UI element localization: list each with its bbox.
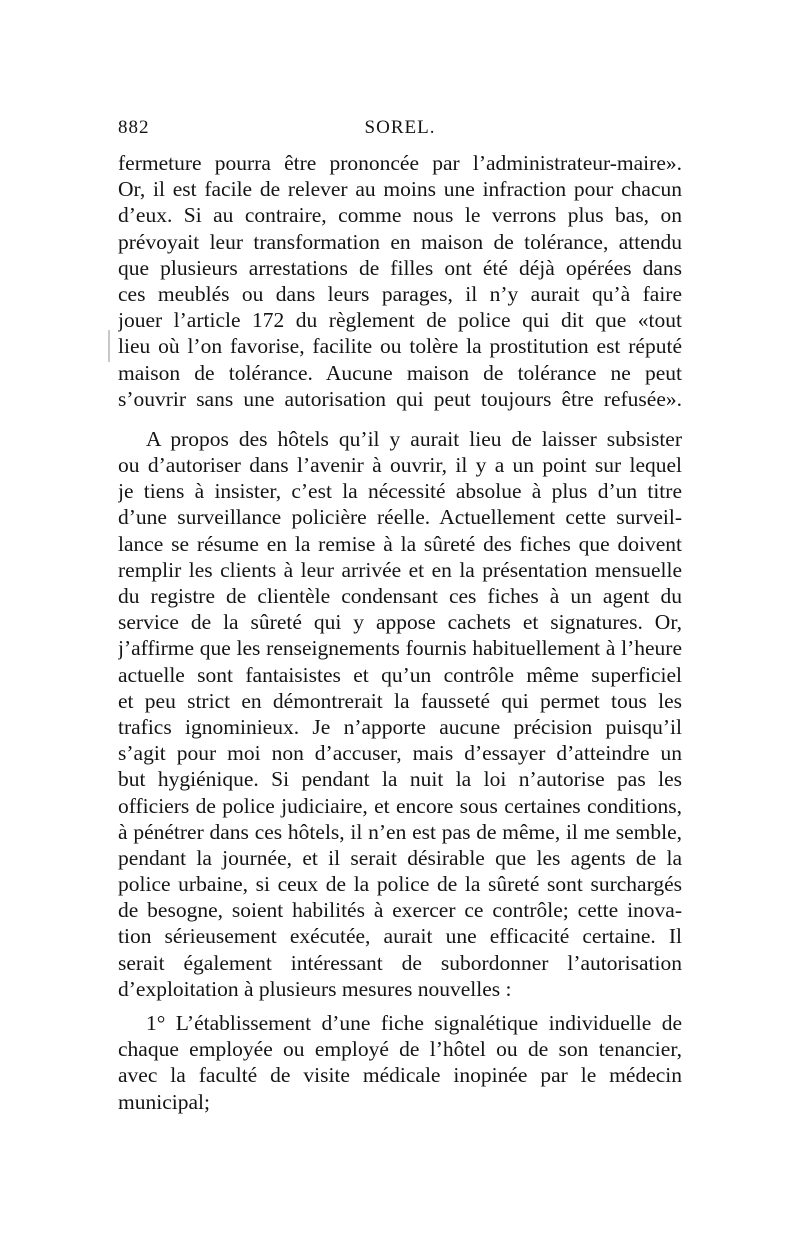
- page-number: 882: [118, 117, 150, 138]
- margin-mark: [108, 330, 110, 362]
- text-line: fermeture pourra être prononcée par l’administrateur-maire​».: [118, 151, 682, 175]
- text-line: à pénétrer dans ces hôtels, il n’en est pas de même, il me semble,: [118, 819, 682, 844]
- text-line: municipal;: [118, 1089, 210, 1114]
- text-line: chaque employée ou employé de l’hôtel ou de son tenancier,: [118, 1037, 682, 1062]
- text-line: s’agit pour moi non d’accuser, mais d’essayer d’atteindre un: [118, 741, 682, 766]
- text-line: but hygiénique. Si pendant la nuit la loi n’autorise pas les: [118, 767, 682, 792]
- text-line: maison de tolérance. Aucune maison de tolérance ne peut: [118, 360, 682, 385]
- text-line: serait également intéressant de subordonner l’autorisation: [118, 950, 682, 975]
- text-line: s’ouvrir sans une autorisation qui peut toujours être refusée».: [118, 386, 682, 411]
- text-line: j’affirme que les renseignements fournis habituellement à l’heure: [118, 636, 682, 661]
- text-line: remplir les clients à leur arrivée et en la présentation mensuelle: [118, 557, 682, 582]
- text-line: de besogne, soient habilités à exercer ce contrôle; cette inova-: [118, 898, 682, 923]
- page-header: [118, 117, 682, 141]
- text-line: et peu strict en démontrerait la fausseté qui permet tous les: [118, 688, 682, 713]
- text-line: officiers de police judiciaire, et encore sous certaines conditions,: [118, 793, 682, 818]
- text-line: Or, il est facile de relever au moins une infraction pour chacun: [118, 177, 682, 202]
- body-text: [118, 150, 682, 1115]
- paragraph-gap: [118, 412, 682, 426]
- text-line: ces meublés ou dans leurs parages, il n’y aurait qu’à faire: [118, 281, 682, 306]
- text-line: avec la faculté de visite médicale inopinée par le médecin: [118, 1063, 682, 1088]
- text-line: je tiens à insister, c’est la nécessité absolue à plus d’un titre: [118, 479, 682, 504]
- text-line: ou d’autoriser dans l’avenir à ouvrir, il y a un point sur lequel: [118, 453, 682, 478]
- text-line: lance se résume en la remise à la sûreté des fiches que doivent: [118, 531, 682, 556]
- text-line: lieu où l’on favorise, facilite ou tolère la prostitution est réputé: [118, 334, 682, 359]
- running-title: SOREL.: [364, 117, 436, 138]
- paragraph-2: [118, 426, 682, 1002]
- text-line: prévoyait leur transformation en maison de tolérance, attendu: [118, 229, 682, 254]
- text-line: service de la sûreté qui y appose cachets et signatures. Or,: [118, 610, 682, 635]
- text-line: 1° L’établissement d’une fiche signalétique individuelle de: [146, 1011, 682, 1035]
- text-line: du registre de clientèle condensant ces fiches à un agent du: [118, 584, 682, 608]
- paragraph-gap: [118, 1002, 682, 1010]
- paragraph-3: [118, 1010, 682, 1115]
- text-line: d’une surveillance policière réelle. Actuellement cette surveil-: [118, 505, 682, 530]
- text-line: que plusieurs arrestations de filles ont été déjà opérées dans: [118, 255, 682, 280]
- text-line: police urbaine, si ceux de la police de la sûreté sont surchargés: [118, 872, 682, 897]
- text-line: jouer l’article 172 du règlement de police qui dit que «tout: [118, 308, 682, 333]
- paragraph-1: [118, 150, 682, 412]
- text-line: d’eux. Si au contraire, comme nous le verrons plus bas, on: [118, 203, 682, 228]
- text-line: trafics ignominieux. Je n’apporte aucune précision puisqu’il: [118, 714, 682, 739]
- text-line: pendant la journée, et il serait désirable que les agents de la: [118, 845, 682, 870]
- text-line: actuelle sont fantaisistes et qu’un contrôle même superficiel: [118, 662, 682, 687]
- text-line: tion sérieusement exécutée, aurait une efficacité certaine. Il: [118, 924, 682, 949]
- text-line: d’exploitation à plusieurs mesures nouvelles :: [118, 976, 512, 1001]
- text-line: A propos des hôtels qu’il y aurait lieu de laisser subsister: [146, 426, 682, 451]
